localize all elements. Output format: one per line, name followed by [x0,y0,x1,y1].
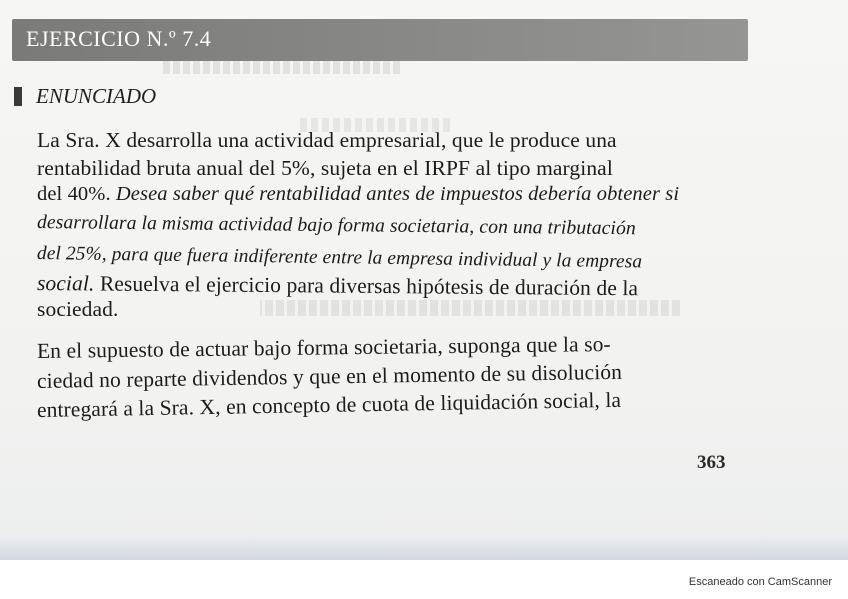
statement-line-1: La Sra. X desarrolla una actividad empresarial, que le produce una [37,128,617,152]
scanner-watermark: Escaneado con CamScanner [688,576,832,588]
statement-line-9: ciedad no reparte dividendos y que en el momento de su disolución [36,359,623,393]
statement-line-6-end: Resuelva el ejercicio para diversas hipótesis de duración de la [94,271,639,301]
show-through-bleed [160,60,400,74]
statement-line-6-italic: social. [36,271,95,296]
page-bottom-shadow [0,535,848,563]
section-title: ENUNCIADO [36,84,157,108]
statement-line-7: sociedad. [37,297,119,321]
section-marker [14,87,22,106]
statement-line-3-start: del 40%. [37,183,116,205]
statement-line-5: del 25%, para que fuera indiferente entre la empresa individual y la empresa [36,243,643,273]
statement-line-6 [37,271,638,301]
exercise-title: EJERCICIO N.º 7.4 [26,26,212,51]
statement-line-4: desarrollara la misma actividad bajo forma societaria, con una tributación [36,212,636,240]
statement-line-10: entregará a la Sra. X, en concepto de cuota de liquidación social, la [36,387,622,422]
statement-line-3-italic: Desea saber qué rentabilidad antes de impuestos debería obtener si [115,183,680,205]
statement-line-3 [37,183,679,206]
show-through-bleed [260,300,680,316]
statement-line-8: En el supuesto de actuar bajo forma societaria, suponga que la so- [36,331,611,363]
page-number: 363 [697,452,726,473]
statement-line-2: rentabilidad bruta anual del 5%, sujeta en el IRPF al tipo marginal [37,156,613,180]
